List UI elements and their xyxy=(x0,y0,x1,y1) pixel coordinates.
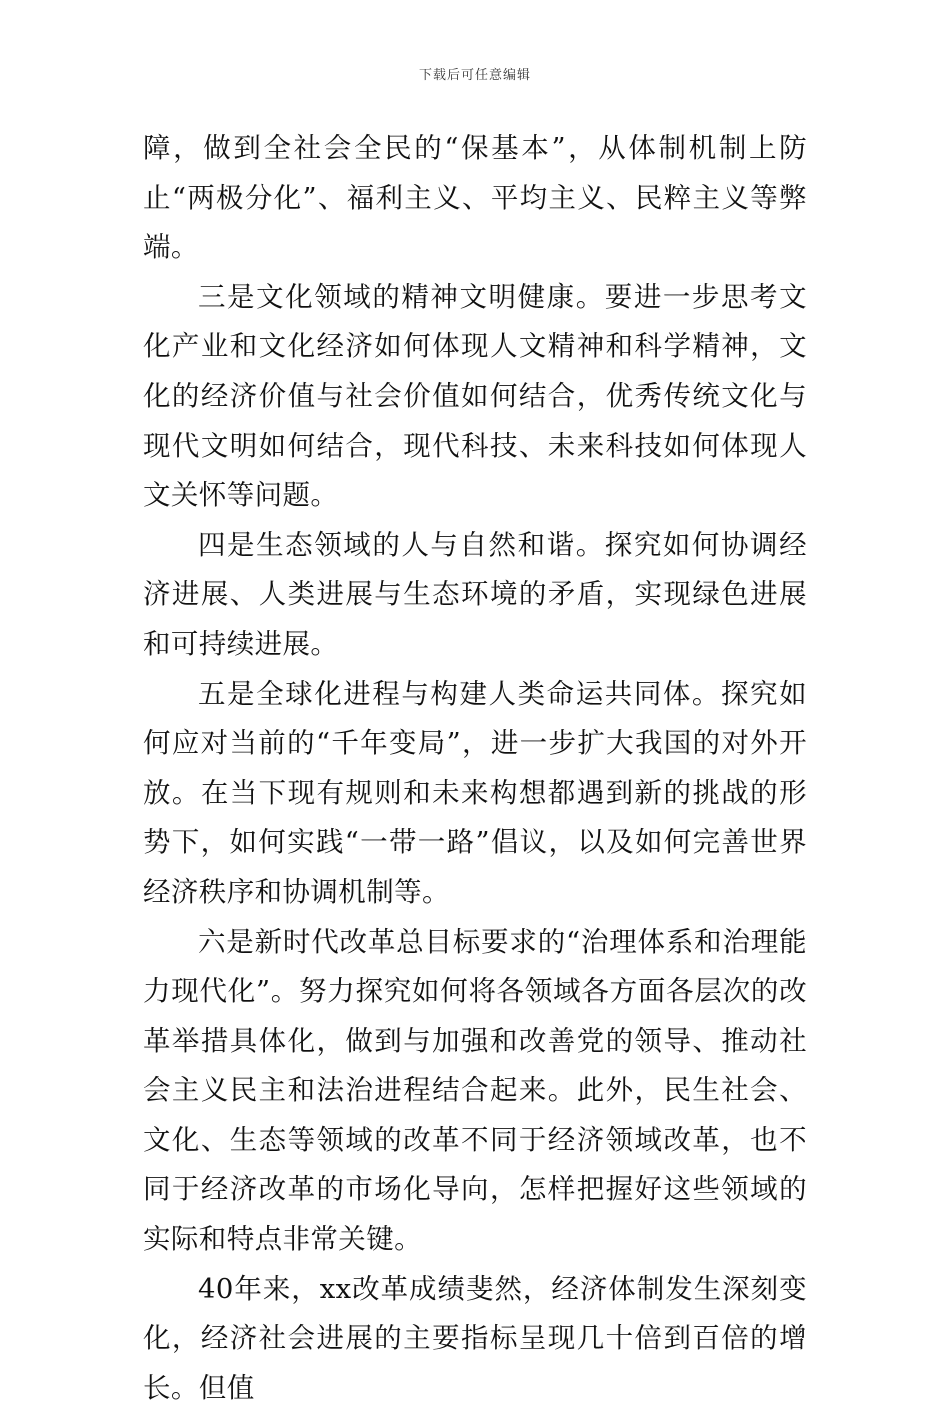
paragraph-governance: 六是新时代改革总目标要求的“治理体系和治理能力现代化”。努力探究如何将各领域各方面各层次的改革举措具体化，做到与加强和改善党的领导、推动社会主义民主和法治进程结合起来。此外，民生社会、文化、生态等领域的改革不同于经济领域改革，也不同于经济改革的市场化导向，怎样把握好这些领域的实际和特点非常关键。 xyxy=(143,925,807,1256)
document-body xyxy=(143,124,807,1413)
paragraph-globalization: 五是全球化进程与构建人类命运共同体。探究如何应对当前的“千年变局”，进一步扩大我国的对外开放。在当下现有规则和未来构想都遇到新的挑战的形势下，如何实践“一带一路”倡议，以及如何完善世界经济秩序和协调机制等。 xyxy=(143,677,807,908)
page-header: 下载后可任意编辑 xyxy=(418,68,531,83)
paragraph-ecology: 四是生态领域的人与自然和谐。探究如何协调经济进展、人类进展与生态环境的矛盾，实现绿色进展和可持续进展。 xyxy=(143,528,807,660)
paragraph-culture: 三是文化领域的精神文明健康。要进一步思考文化产业和文化经济如何体现人文精神和科学精神，文化的经济价值与社会价值如何结合，优秀传统文化与现代文明如何结合，现代科技、未来科技如何体现人文关怀等问题。 xyxy=(143,280,807,512)
paragraph-continuation: 障，做到全社会全民的“保基本”，从体制机制上防止“两极分化”、福利主义、平均主义、民粹主义等弊端。 xyxy=(143,132,807,264)
paragraph-forty-years: 40年来，xx改革成绩斐然，经济体制发生深刻变化，经济社会进展的主要指标呈现几十倍到百倍的增长。但值 xyxy=(143,1272,807,1404)
